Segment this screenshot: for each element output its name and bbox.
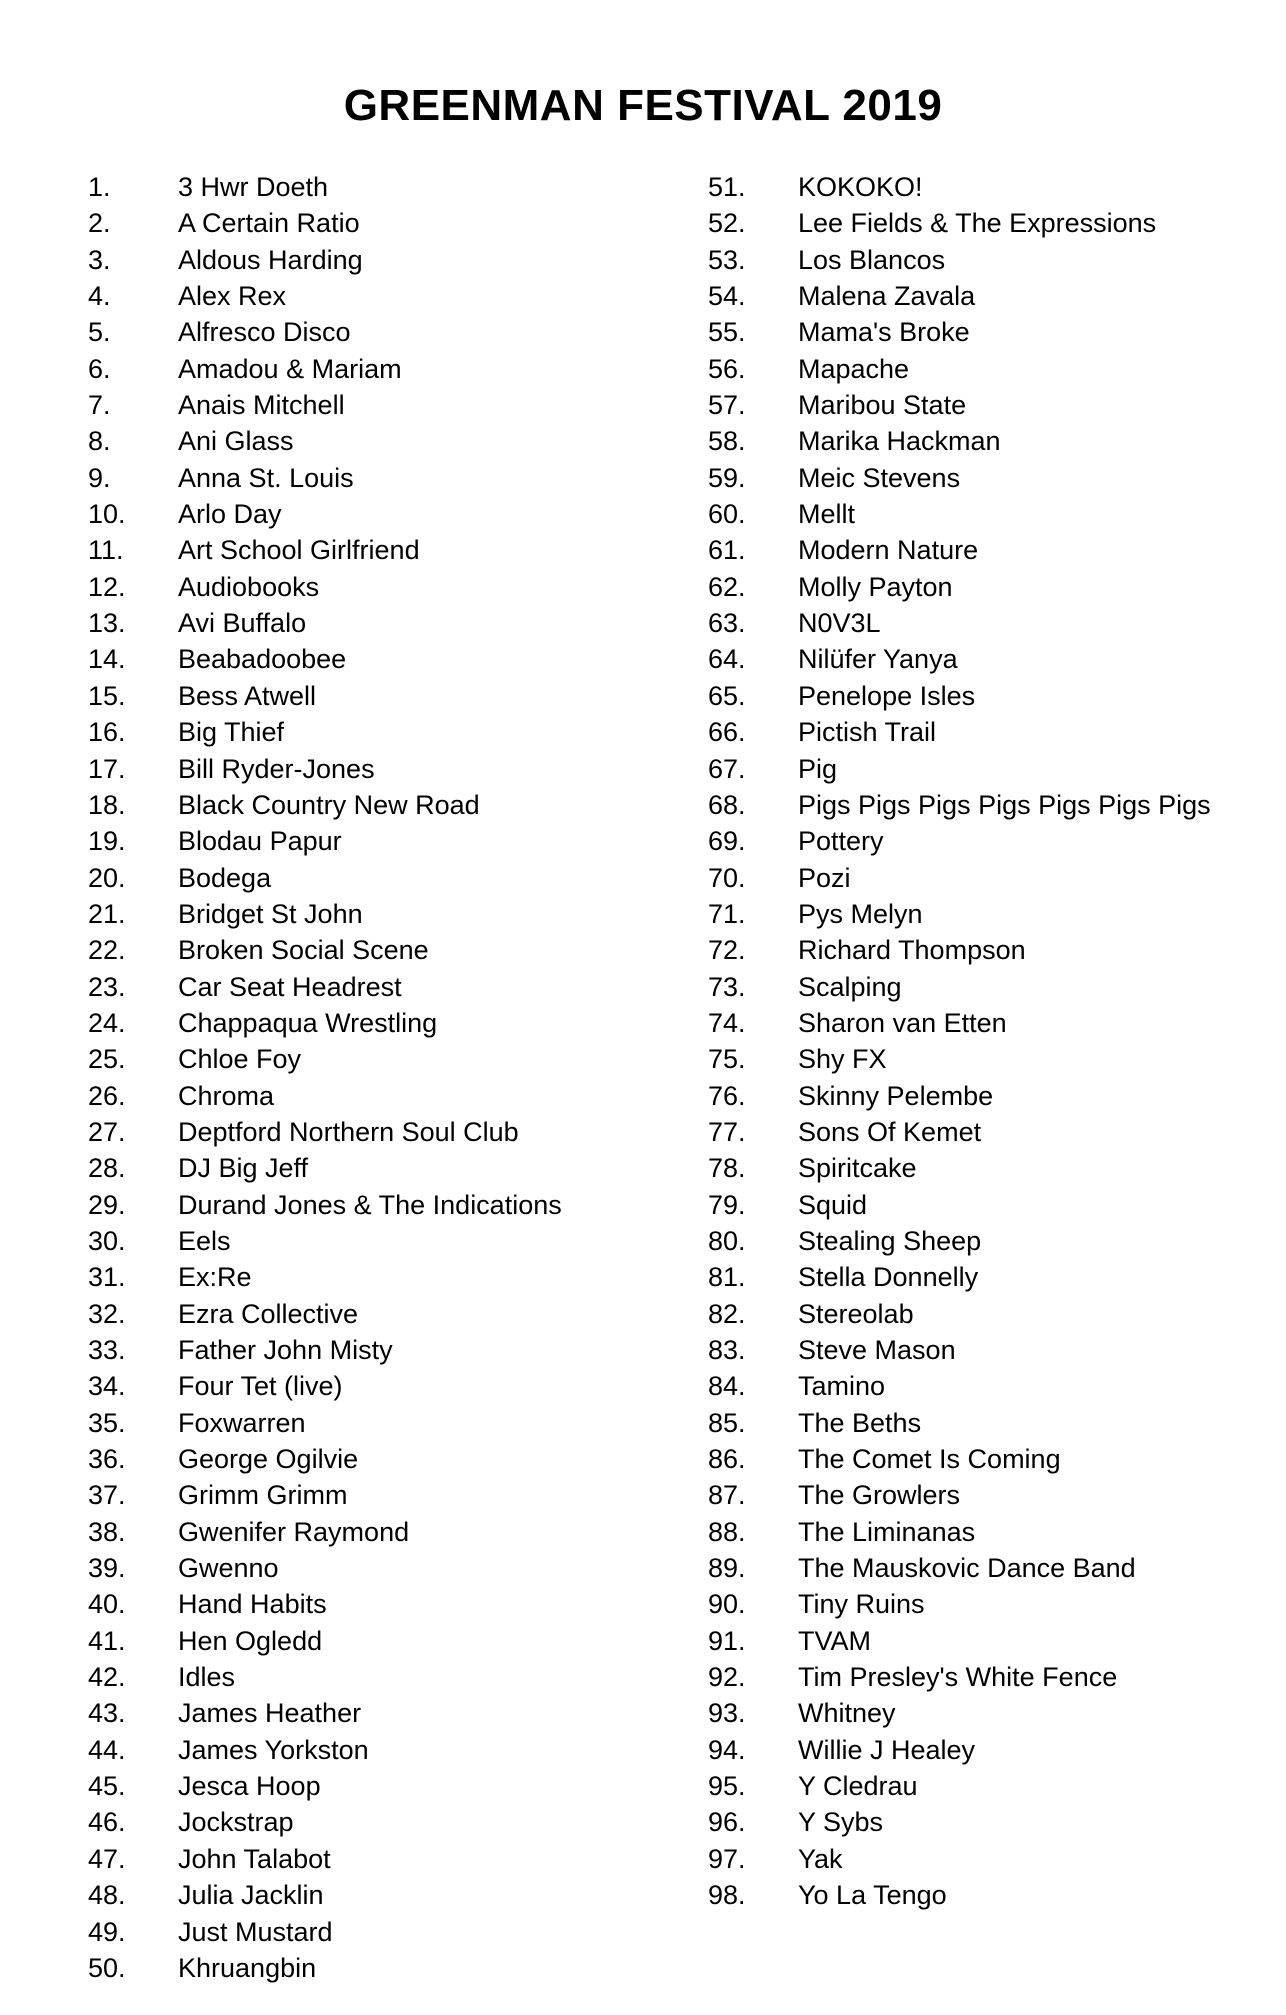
list-item <box>88 387 648 423</box>
artist-name: Foxwarren <box>178 1407 306 1438</box>
list-item <box>708 605 1268 641</box>
list-item <box>708 1586 1268 1622</box>
item-number: 69. <box>708 826 746 857</box>
list-item <box>88 1296 648 1332</box>
list-item <box>88 1005 648 1041</box>
list-item <box>88 1695 648 1731</box>
item-number: 56. <box>708 353 746 384</box>
item-number: 34. <box>88 1371 126 1402</box>
item-number: 11. <box>88 535 124 566</box>
list-item <box>708 1332 1268 1368</box>
item-number: 26. <box>88 1080 126 1111</box>
item-number: 57. <box>708 390 746 421</box>
artist-name: Julia Jacklin <box>178 1880 324 1911</box>
artist-name: Whitney <box>798 1698 896 1729</box>
list-item <box>88 314 648 350</box>
item-number: 67. <box>708 753 746 784</box>
item-number: 25. <box>88 1044 126 1075</box>
artist-name: Gwenifer Raymond <box>178 1516 410 1547</box>
list-item <box>708 169 1268 205</box>
artist-name: Beabadoobee <box>178 644 347 675</box>
list-item <box>708 1296 1268 1332</box>
list-item <box>88 1659 648 1695</box>
item-number: 41. <box>88 1625 126 1656</box>
artist-name: Tim Presley's White Fence <box>798 1662 1118 1693</box>
list-item <box>708 1550 1268 1586</box>
list-item <box>88 1768 648 1804</box>
artist-name: James Heather <box>178 1698 362 1729</box>
artist-name: Broken Social Scene <box>178 935 429 966</box>
item-number: 39. <box>88 1553 126 1584</box>
item-number: 63. <box>708 608 746 639</box>
artist-name: Father John Misty <box>178 1335 393 1365</box>
list-item <box>708 896 1268 932</box>
list-item <box>708 641 1268 677</box>
item-number: 73. <box>708 971 746 1002</box>
list-item <box>88 641 648 677</box>
artist-name: Avi Buffalo <box>178 608 307 639</box>
artist-name: Anna St. Louis <box>178 462 354 493</box>
item-number: 8. <box>88 426 111 457</box>
list-item <box>88 605 648 641</box>
artist-name: Mapache <box>798 353 910 384</box>
artist-name: Yak <box>798 1843 843 1874</box>
list-item <box>708 787 1268 823</box>
list-item <box>708 932 1268 968</box>
artist-name: John Talabot <box>178 1843 331 1874</box>
item-number: 32. <box>88 1298 126 1329</box>
list-item <box>708 278 1268 314</box>
artist-name: Arlo Day <box>178 499 282 530</box>
list-item <box>708 1041 1268 1077</box>
artist-name: Grimm Grimm <box>178 1480 348 1511</box>
list-item <box>708 242 1268 278</box>
list-item <box>88 278 648 314</box>
list-item <box>88 1586 648 1622</box>
artist-name: Aldous Harding <box>178 244 363 275</box>
artist-name: George Ogilvie <box>178 1444 359 1475</box>
artist-name: The Growlers <box>798 1480 961 1511</box>
list-item <box>88 1187 648 1223</box>
lineup-column-left <box>88 169 648 1986</box>
page-title: GREENMAN FESTIVAL 2019 <box>343 81 943 130</box>
artist-name: Ezra Collective <box>178 1298 359 1329</box>
item-number: 16. <box>88 717 126 748</box>
artist-name: Bridget St John <box>178 898 363 929</box>
artist-name: Mama's Broke <box>798 317 970 348</box>
artist-name: Malena Zavala <box>798 281 976 312</box>
item-number: 9. <box>88 462 111 493</box>
list-item <box>708 1078 1268 1114</box>
item-number: 40. <box>88 1589 126 1620</box>
item-number: 95. <box>708 1771 746 1802</box>
item-number: 36. <box>88 1444 126 1475</box>
list-item <box>88 823 648 859</box>
artist-name: Chappaqua Wrestling <box>178 1007 438 1038</box>
list-item <box>88 205 648 241</box>
artist-name: Sharon van Etten <box>798 1007 1007 1038</box>
list-item <box>88 714 648 750</box>
list-item <box>88 1477 648 1513</box>
artist-name: Idles <box>178 1662 236 1693</box>
artist-name: TVAM <box>798 1625 871 1656</box>
list-item <box>88 1368 648 1404</box>
list-item <box>88 1114 648 1150</box>
list-item <box>708 1623 1268 1659</box>
item-number: 19. <box>88 826 126 857</box>
artist-name: Richard Thompson <box>798 935 1026 966</box>
list-item <box>88 678 648 714</box>
list-item <box>88 1841 648 1877</box>
item-number: 65. <box>708 680 746 711</box>
artist-name: Stealing Sheep <box>798 1225 982 1256</box>
artist-name: Car Seat Headrest <box>178 971 402 1002</box>
item-number: 79. <box>708 1189 746 1220</box>
list-item <box>88 351 648 387</box>
list-item <box>88 569 648 605</box>
list-item <box>708 1187 1268 1223</box>
artist-name: Tiny Ruins <box>798 1589 925 1620</box>
artist-name: Meic Stevens <box>798 462 961 493</box>
item-number: 43. <box>88 1698 126 1729</box>
list-item <box>708 569 1268 605</box>
item-number: 27. <box>88 1116 126 1147</box>
artist-name: The Mauskovic Dance Band <box>798 1553 1136 1584</box>
item-number: 29. <box>88 1189 126 1220</box>
list-item <box>708 1841 1268 1877</box>
artist-name: Chloe Foy <box>178 1044 302 1075</box>
artist-name: Alex Rex <box>178 281 287 312</box>
artist-name: Pigs Pigs Pigs Pigs Pigs Pigs Pigs <box>798 789 1211 820</box>
item-number: 66. <box>708 717 746 748</box>
artist-name: Big Thief <box>178 717 285 748</box>
item-number: 80. <box>708 1225 746 1256</box>
list-item <box>708 1368 1268 1404</box>
artist-name: A Certain Ratio <box>178 208 360 239</box>
item-number: 37. <box>88 1480 126 1511</box>
item-number: 76. <box>708 1080 746 1111</box>
list-item <box>88 1623 648 1659</box>
item-number: 61. <box>708 535 746 566</box>
list-item <box>88 1732 648 1768</box>
artist-name: Marika Hackman <box>798 426 1001 457</box>
item-number: 24. <box>88 1007 126 1038</box>
item-number: 93. <box>708 1698 746 1729</box>
list-item <box>88 1259 648 1295</box>
artist-name: Squid <box>798 1189 868 1220</box>
artist-name: 3 Hwr Doeth <box>178 172 329 202</box>
item-number: 23. <box>88 971 126 1002</box>
artist-name: Spiritcake <box>798 1153 917 1184</box>
item-number: 49. <box>88 1916 126 1947</box>
item-number: 2. <box>88 208 111 239</box>
list-item <box>708 1114 1268 1150</box>
artist-name: Tamino <box>798 1371 886 1402</box>
artist-name: Stella Donnelly <box>798 1262 979 1293</box>
item-number: 53. <box>708 244 746 275</box>
artist-name: Pig <box>798 753 838 784</box>
item-number: 33. <box>88 1335 126 1365</box>
item-number: 13. <box>88 608 126 639</box>
artist-name: Sons Of Kemet <box>798 1116 982 1147</box>
artist-name: Audiobooks <box>178 571 320 602</box>
item-number: 75. <box>708 1044 746 1075</box>
list-item <box>708 387 1268 423</box>
item-number: 86. <box>708 1444 746 1475</box>
item-number: 14. <box>88 644 126 675</box>
artist-name: Penelope Isles <box>798 680 976 711</box>
artist-name: The Beths <box>798 1407 922 1438</box>
artist-name: Bodega <box>178 862 272 893</box>
item-number: 60. <box>708 499 746 530</box>
list-item <box>88 1441 648 1477</box>
list-item <box>708 1441 1268 1477</box>
artist-name: The Comet Is Coming <box>798 1444 1061 1475</box>
item-number: 74. <box>708 1007 746 1038</box>
list-item <box>708 460 1268 496</box>
artist-name: Blodau Papur <box>178 826 342 857</box>
list-item <box>88 1804 648 1840</box>
list-item <box>708 1732 1268 1768</box>
item-number: 71. <box>708 898 746 929</box>
list-item <box>88 532 648 568</box>
artist-name: Hand Habits <box>178 1589 327 1620</box>
artist-name: James Yorkston <box>178 1734 369 1765</box>
artist-name: Willie J Healey <box>798 1734 976 1765</box>
list-item <box>708 1659 1268 1695</box>
artist-name: Lee Fields & The Expressions <box>798 208 1157 239</box>
artist-name: Alfresco Disco <box>178 317 351 348</box>
item-number: 89. <box>708 1553 746 1584</box>
item-number: 6. <box>88 353 111 384</box>
list-item <box>88 1914 648 1950</box>
list-item <box>708 1477 1268 1513</box>
item-number: 78. <box>708 1153 746 1184</box>
item-number: 81. <box>708 1262 746 1293</box>
artist-name: KOKOKO! <box>798 172 923 202</box>
item-number: 44. <box>88 1734 126 1765</box>
artist-name: N0V3L <box>798 608 881 639</box>
lineup-column-right <box>708 169 1268 1914</box>
artist-name: Anais Mitchell <box>178 390 345 421</box>
item-number: 22. <box>88 935 126 966</box>
list-item <box>708 1005 1268 1041</box>
item-number: 21. <box>88 898 126 929</box>
item-number: 85. <box>708 1407 746 1438</box>
list-item <box>708 314 1268 350</box>
item-number: 70. <box>708 862 746 893</box>
artist-name: Bess Atwell <box>178 680 317 711</box>
item-number: 88. <box>708 1516 746 1547</box>
artist-name: Eels <box>178 1225 231 1256</box>
artist-name: Pictish Trail <box>798 717 937 748</box>
item-number: 45. <box>88 1771 126 1802</box>
list-item <box>708 1405 1268 1441</box>
artist-name: Maribou State <box>798 390 967 421</box>
artist-name: Shy FX <box>798 1044 887 1075</box>
list-item <box>88 1550 648 1586</box>
list-item <box>88 1041 648 1077</box>
list-item <box>88 169 648 205</box>
list-item <box>708 1150 1268 1186</box>
item-number: 7. <box>88 390 111 421</box>
artist-name: Deptford Northern Soul Club <box>178 1116 519 1147</box>
list-item <box>708 714 1268 750</box>
list-item <box>708 351 1268 387</box>
artist-name: Steve Mason <box>798 1335 956 1365</box>
item-number: 55. <box>708 317 746 348</box>
item-number: 35. <box>88 1407 126 1438</box>
item-number: 47. <box>88 1843 126 1874</box>
list-item <box>708 1768 1268 1804</box>
list-item <box>708 860 1268 896</box>
item-number: 72. <box>708 935 746 966</box>
item-number: 17. <box>88 753 126 784</box>
item-number: 4. <box>88 281 111 312</box>
list-item <box>708 423 1268 459</box>
artist-name: Four Tet (live) <box>178 1371 343 1402</box>
item-number: 91. <box>708 1625 746 1656</box>
artist-name: Bill Ryder-Jones <box>178 753 375 784</box>
list-item <box>88 1223 648 1259</box>
item-number: 12. <box>88 571 126 602</box>
item-number: 30. <box>88 1225 126 1256</box>
artist-name: Y Sybs <box>798 1807 884 1838</box>
list-item <box>88 1332 648 1368</box>
artist-name: Y Cledrau <box>798 1771 918 1802</box>
item-number: 77. <box>708 1116 746 1147</box>
item-number: 92. <box>708 1662 746 1693</box>
list-item <box>88 1950 648 1986</box>
artist-name: Jockstrap <box>178 1807 294 1838</box>
item-number: 96. <box>708 1807 746 1838</box>
list-item <box>708 1514 1268 1550</box>
list-item <box>708 823 1268 859</box>
artist-name: Scalping <box>798 971 902 1002</box>
item-number: 5. <box>88 317 111 348</box>
artist-name: Black Country New Road <box>178 789 480 820</box>
item-number: 15. <box>88 680 126 711</box>
item-number: 82. <box>708 1298 746 1329</box>
artist-name: Hen Ogledd <box>178 1625 323 1656</box>
artist-name: Modern Nature <box>798 535 979 566</box>
list-item <box>708 678 1268 714</box>
list-item <box>88 969 648 1005</box>
item-number: 59. <box>708 462 746 493</box>
artist-name: Pozi <box>798 862 851 893</box>
list-item <box>88 896 648 932</box>
item-number: 90. <box>708 1589 746 1620</box>
item-number: 31. <box>88 1262 126 1293</box>
item-number: 42. <box>88 1662 126 1693</box>
artist-name: Amadou & Mariam <box>178 353 402 384</box>
artist-name: Ani Glass <box>178 426 294 457</box>
item-number: 94. <box>708 1734 746 1765</box>
item-number: 48. <box>88 1880 126 1911</box>
item-number: 18. <box>88 789 126 820</box>
item-number: 10. <box>88 499 126 530</box>
list-item <box>708 1223 1268 1259</box>
artist-name: Art School Girlfriend <box>178 535 420 566</box>
item-number: 20. <box>88 862 126 893</box>
artist-name: Stereolab <box>798 1298 914 1329</box>
list-item <box>708 1877 1268 1913</box>
list-item <box>88 1150 648 1186</box>
artist-name: Ex:Re <box>178 1262 252 1293</box>
item-number: 50. <box>88 1952 126 1983</box>
item-number: 38. <box>88 1516 126 1547</box>
item-number: 51. <box>708 172 746 202</box>
list-item <box>708 532 1268 568</box>
list-item <box>88 751 648 787</box>
artist-name: DJ Big Jeff <box>178 1153 309 1184</box>
item-number: 64. <box>708 644 746 675</box>
item-number: 28. <box>88 1153 126 1184</box>
list-item <box>88 787 648 823</box>
artist-name: Nilüfer Yanya <box>798 644 958 675</box>
artist-name: Mellt <box>798 499 856 530</box>
item-number: 3. <box>88 244 111 275</box>
artist-name: Molly Payton <box>798 571 953 602</box>
item-number: 46. <box>88 1807 126 1838</box>
item-number: 68. <box>708 789 746 820</box>
artist-name: Gwenno <box>178 1553 279 1584</box>
item-number: 83. <box>708 1335 746 1365</box>
item-number: 54. <box>708 281 746 312</box>
list-item <box>708 1804 1268 1840</box>
artist-name: Pottery <box>798 826 884 857</box>
list-item <box>88 460 648 496</box>
list-item <box>708 205 1268 241</box>
list-item <box>88 932 648 968</box>
artist-name: Just Mustard <box>178 1916 333 1947</box>
list-item <box>88 1405 648 1441</box>
artist-name: Khruangbin <box>178 1952 317 1983</box>
artist-name: Durand Jones & The Indications <box>178 1189 562 1220</box>
artist-name: Chroma <box>178 1080 275 1111</box>
artist-name: Skinny Pelembe <box>798 1080 994 1111</box>
item-number: 1. <box>88 172 111 202</box>
list-item <box>708 496 1268 532</box>
item-number: 97. <box>708 1843 746 1874</box>
artist-name: Pys Melyn <box>798 898 923 929</box>
list-item <box>88 423 648 459</box>
item-number: 84. <box>708 1371 746 1402</box>
list-item <box>708 1259 1268 1295</box>
list-item <box>708 1695 1268 1731</box>
artist-name: Yo La Tengo <box>798 1880 947 1911</box>
list-item <box>708 969 1268 1005</box>
item-number: 98. <box>708 1880 746 1911</box>
list-item <box>88 1877 648 1913</box>
list-item <box>88 496 648 532</box>
artist-name: The Liminanas <box>798 1516 976 1547</box>
item-number: 52. <box>708 208 746 239</box>
artist-name: Los Blancos <box>798 244 946 275</box>
list-item <box>708 751 1268 787</box>
list-item <box>88 860 648 896</box>
list-item <box>88 1514 648 1550</box>
artist-name: Jesca Hoop <box>178 1771 321 1802</box>
item-number: 58. <box>708 426 746 457</box>
list-item <box>88 242 648 278</box>
item-number: 87. <box>708 1480 746 1511</box>
list-item <box>88 1078 648 1114</box>
item-number: 62. <box>708 571 746 602</box>
